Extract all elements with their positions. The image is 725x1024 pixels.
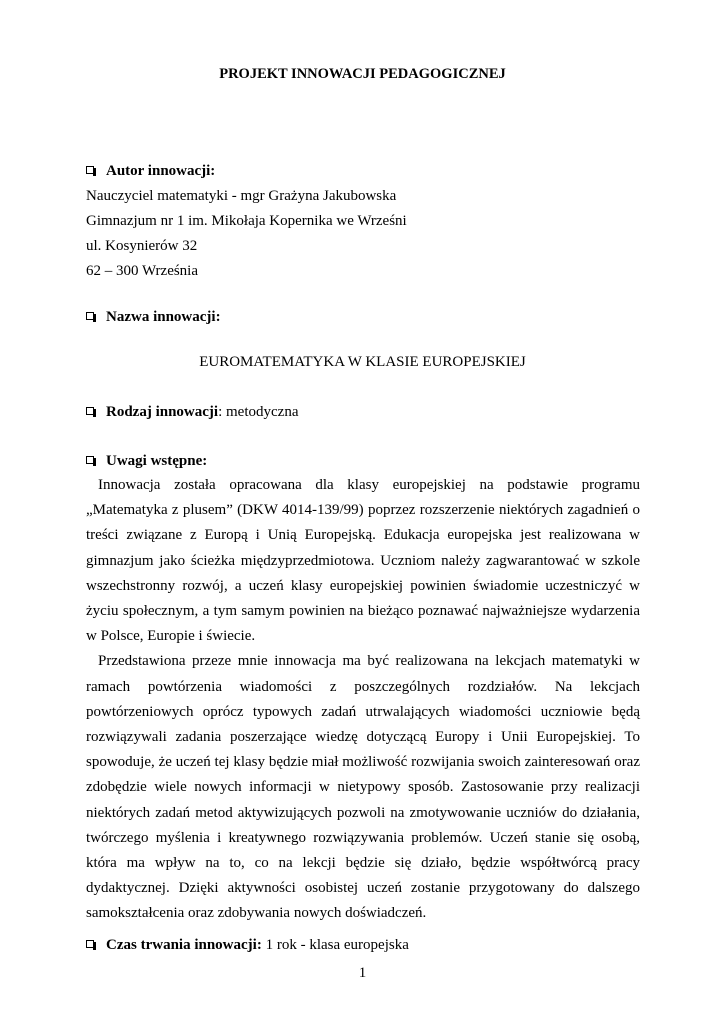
innovation-name: EUROMATEMATYKA W KLASIE EUROPEJSKIEJ xyxy=(199,354,526,370)
name-label: Nazwa innowacji: xyxy=(106,309,221,325)
street-line: ul. Kosynierów 32 xyxy=(86,238,198,254)
duration-heading xyxy=(86,937,409,954)
square-bullet-icon xyxy=(86,166,94,174)
school-line: Gimnazjum nr 1 im. Mikołaja Kopernika we Wrześni xyxy=(86,213,407,229)
duration-value: 1 rok - klasa europejska xyxy=(261,937,409,953)
author-line: Nauczyciel matematyki - mgr Grażyna Jakubowska xyxy=(86,188,397,204)
document-title: PROJEKT INNOWACJI PEDAGOGICZNEJ xyxy=(219,66,506,82)
type-label: Rodzaj innowacji xyxy=(106,404,219,420)
duration-label: Czas trwania innowacji: xyxy=(106,937,262,953)
intro-paragraph-1: Innowacja została opracowana dla klasy europejskiej na podstawie programu „Matematyka z plusem” (DKW 4014-139/99) poprzez rozszerzenie niektórych zagadnień o treści związane z Europą i Unią Europejską. Edukacja europejska jest realizowana w gimnazjum jako ścieżka międzyprzedmiotowa. Uczniom należy zagwarantować w szkole wszechstronny rozwój, a uczeń klasy europejskiej powinien świadomie uczestniczyć w życiu społecznym, a tym samym powinien na bieżąco poznawać najważniejsze wydarzenia w Polsce, Europie i świecie. xyxy=(86,477,640,645)
intro-heading xyxy=(86,453,207,470)
square-bullet-icon xyxy=(86,940,94,948)
author-label: Autor innowacji: xyxy=(106,163,216,179)
square-bullet-icon xyxy=(86,456,94,464)
type-value: : metodyczna xyxy=(218,404,299,420)
intro-label: Uwagi wstępne: xyxy=(106,453,208,469)
postal-line: 62 – 300 Września xyxy=(86,263,199,279)
square-bullet-icon xyxy=(86,407,94,415)
name-heading xyxy=(86,309,221,326)
intro-paragraph-2: Przedstawiona przeze mnie innowacja ma być realizowana na lekcjach matematyki w ramach powtórzenia wiadomości z poszczególnych rozdziałów. Na lekcjach powtórzeniowych oprócz typowych zadań utrwalających wiadomości uczniowie będą rozwiązywali zadania poszerzające wiedzę dotyczącą Europy i Unii Europejskiej. To spowoduje, że uczeń tej klasy będzie miał możliwość rozwijania swoich zainteresowań oraz zdobędzie wiele nowych informacji w nietypowy sposób. Zastosowanie przy realizacji niektórych zadań metod aktywizujących pozwoli na zmotywowanie uczniów do działania, twórczego myślenia i kreatywnego rozwiązywania problemów. Uczeń stanie się osobą, która ma wpływ na to, co na lekcji będzie się działo, będzie współtwórcą pracy dydaktycznej. Dzięki aktywności osobistej uczeń zostanie przygotowany do dalszego samokształcenia oraz zdobywania nowych doświadczeń. xyxy=(86,653,640,922)
page-number: 1 xyxy=(358,965,367,981)
author-heading xyxy=(86,163,215,180)
square-bullet-icon xyxy=(86,312,94,320)
type-heading xyxy=(86,404,298,421)
intro-body xyxy=(86,473,640,927)
